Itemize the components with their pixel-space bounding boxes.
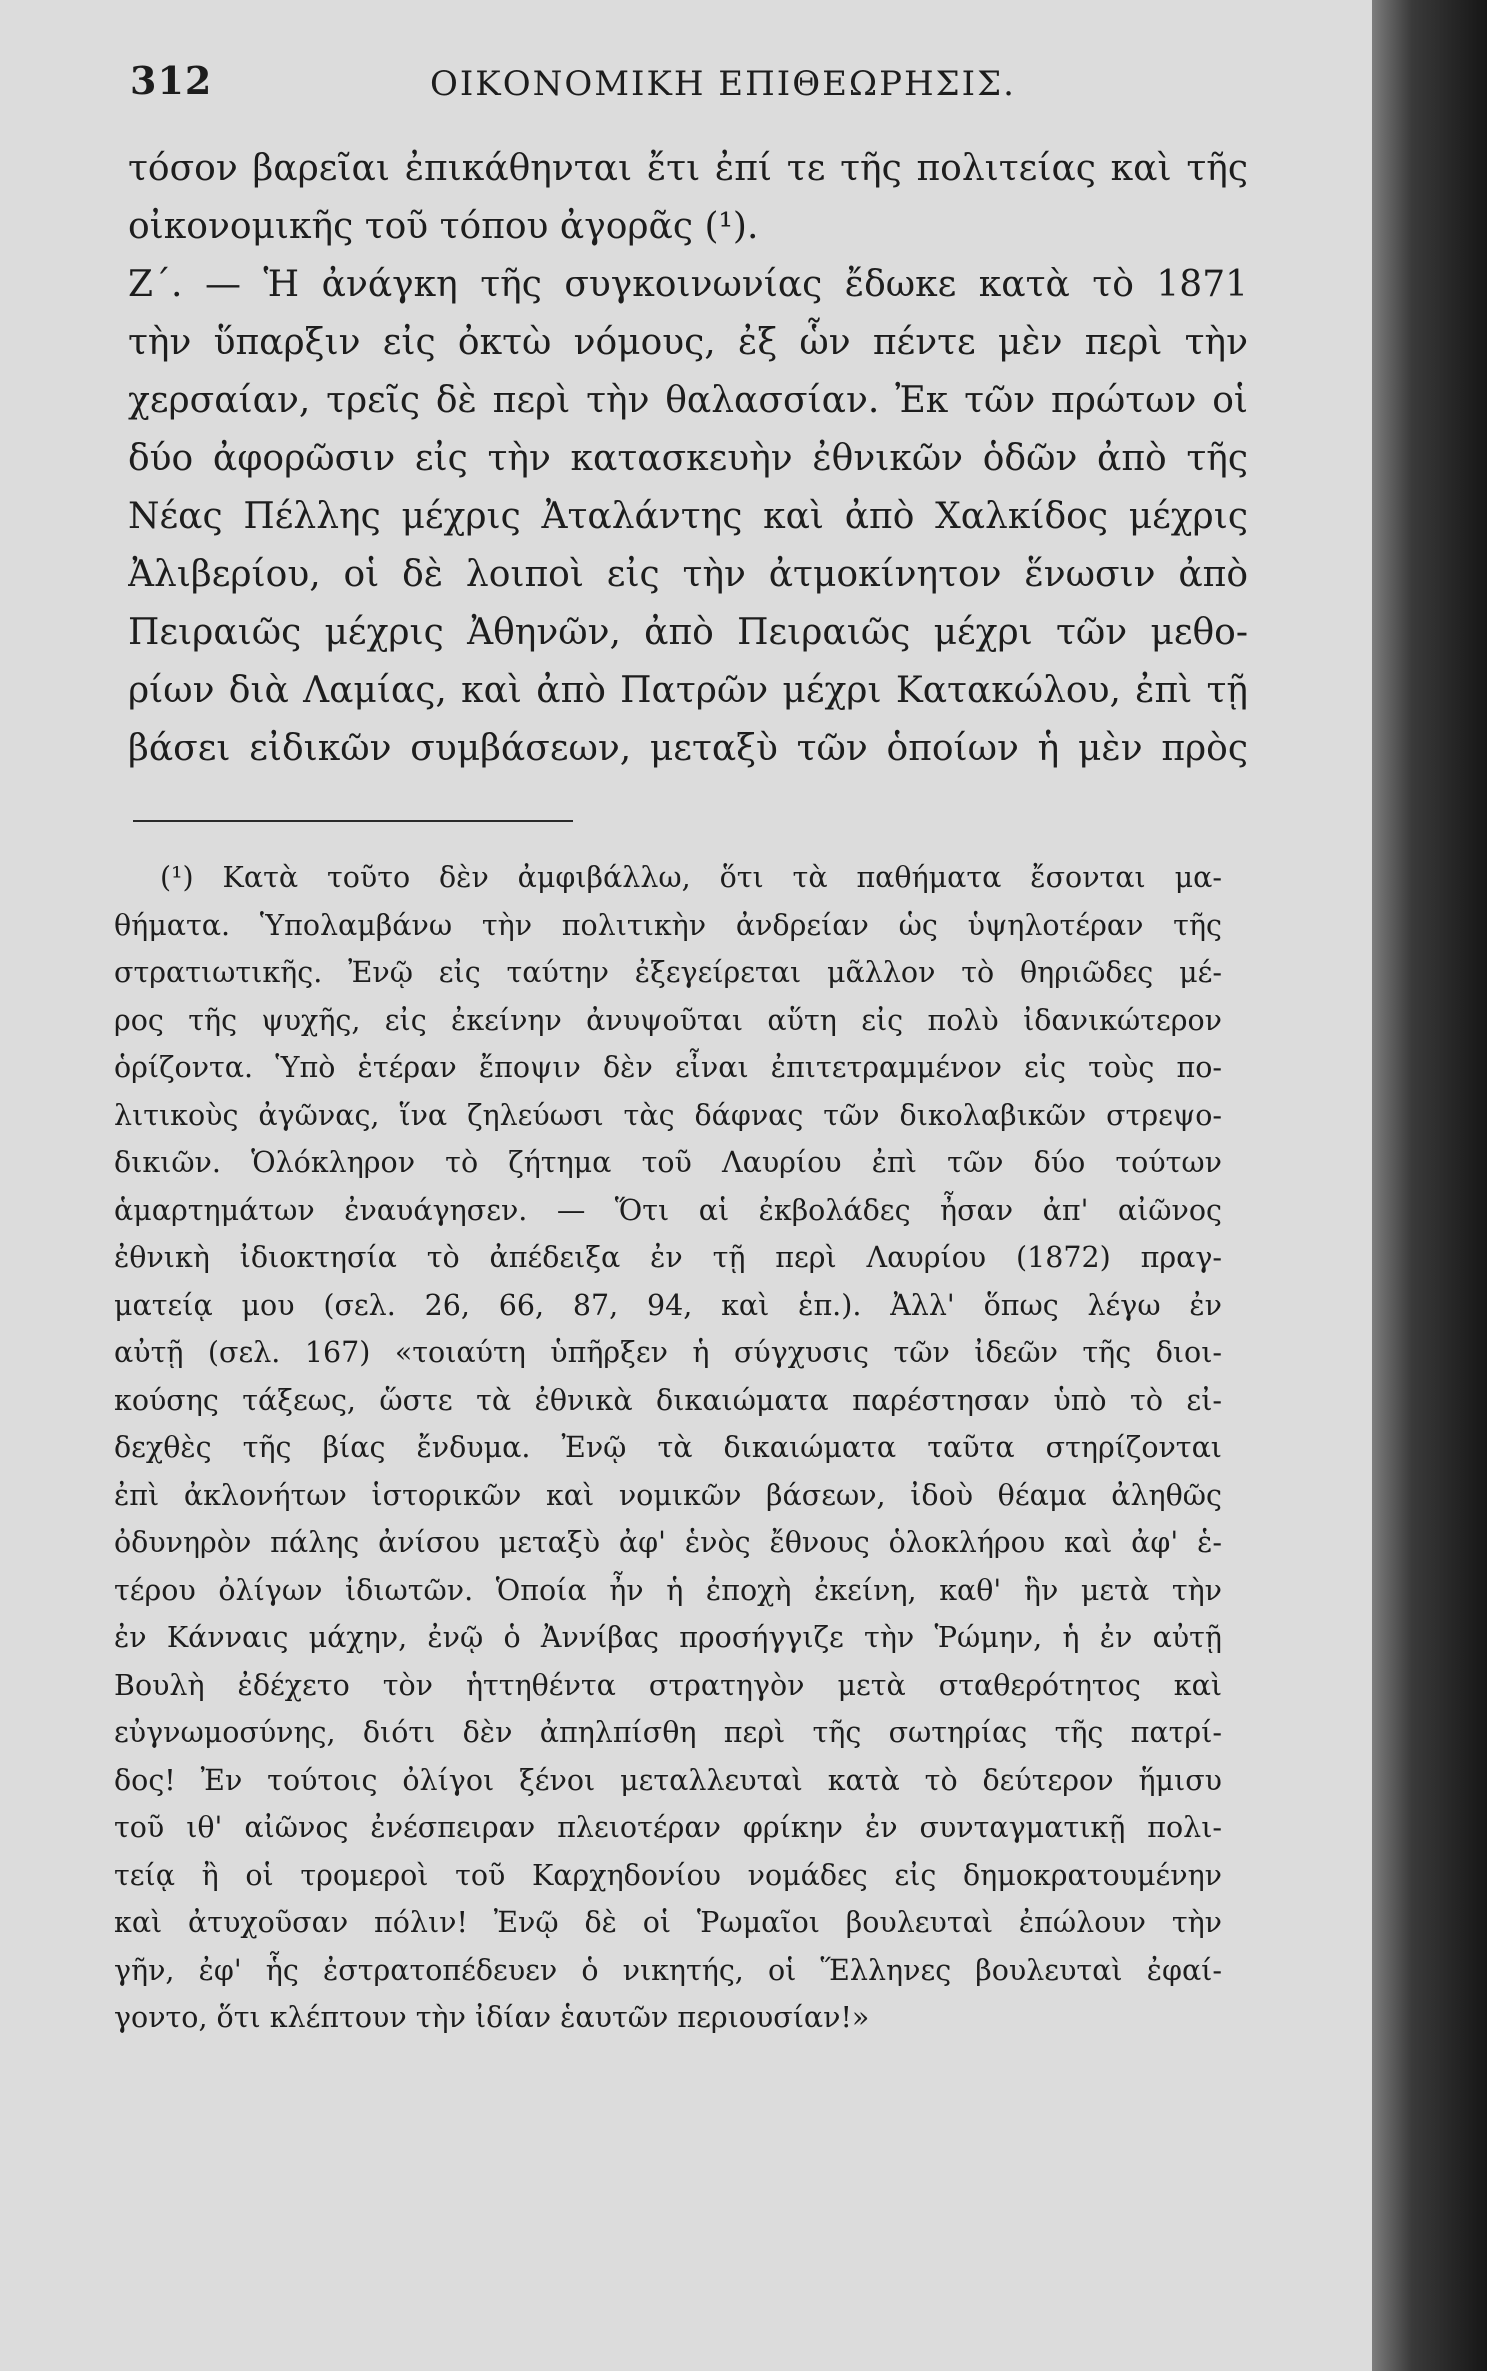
footnote-line: λιτικοὺς ἀγῶνας, ἵνα ζηλεύωσι τὰς δάφνας τῶν δικολαβικῶν στρεψο- — [114, 1098, 1222, 1132]
footnote-line: (¹) Κατὰ τοῦτο δὲν ἀμφιβάλλω, ὅτι τὰ παθήματα ἔσονται μα- — [160, 861, 1222, 894]
footnote-line: ἁμαρτημάτων ἐναυάγησεν. — Ὅτι αἱ ἐκβολάδες ἦσαν ἀπ' αἰῶνος — [114, 1193, 1222, 1227]
footnote-line: ἐν Κάνναις μάχην, ἐνῷ ὁ Ἀννίβας προσήγγιζε τὴν Ῥώμην, ἡ ἐν αὐτῇ — [114, 1621, 1222, 1654]
footnote — [114, 854, 1222, 2042]
footnote-line: ὁρίζοντα. Ὑπὸ ἑτέραν ἔποψιν δὲν εἶναι ἐπιτετραμμένον εἰς τοὺς πο- — [114, 1051, 1222, 1084]
footnote-line: δος! Ἐν τούτοις ὀλίγοι ξένοι μεταλλευταὶ κατὰ τὸ δεύτερον ἥμισυ — [114, 1763, 1222, 1797]
footnote-line: ματείᾳ μου (σελ. 26, 66, 87, 94, καὶ ἑπ.). Ἀλλ' ὅπως λέγω ἐν — [114, 1288, 1222, 1322]
footnote-line: τέρου ὀλίγων ἰδιωτῶν. Ὁποία ἦν ἡ ἐποχὴ ἐκείνη, καθ' ἣν μετὰ τὴν — [114, 1573, 1222, 1607]
footnote-line: ὀδυνηρὸν πάλης ἀνίσου μεταξὺ ἀφ' ἑνὸς ἔθνους ὁλοκλήρου καὶ ἀφ' ἑ- — [114, 1526, 1222, 1559]
footnote-line: γοντο, ὅτι κλέπτουν τὴν ἰδίαν ἑαυτῶν περιουσίαν!» — [114, 2001, 870, 2034]
footnote-line: θήματα. Ὑπολαμβάνω τὴν πολιτικὴν ἀνδρείαν ὡς ὑψηλοτέραν τῆς — [114, 908, 1222, 942]
book-spine-shadow — [1372, 0, 1487, 2371]
footnote-line: τείᾳ ἢ οἱ τρομεροὶ τοῦ Καρχηδονίου νομάδες εἰς δημοκρατουμένην — [114, 1858, 1222, 1892]
footnote-divider — [133, 820, 573, 822]
footnote-line: τοῦ ιθ' αἰῶνος ἐνέσπειραν πλειοτέραν φρίκην ἐν συνταγματικῇ πολι- — [114, 1811, 1222, 1844]
text-line: Ζ΄. — Ἡ ἀνάγκη τῆς συγκοινωνίας ἔδωκε κατὰ τὸ 1871 — [128, 264, 1248, 305]
text-line: βάσει εἰδικῶν συμβάσεων, μεταξὺ τῶν ὁποίων ἡ μὲν πρὸς — [128, 728, 1248, 769]
footnote-line: Βουλὴ ἐδέχετο τὸν ἡττηθέντα στρατηγὸν μετὰ σταθερότητος καὶ — [114, 1668, 1222, 1702]
footnote-line: κούσης τάξεως, ὥστε τὰ ἐθνικὰ δικαιώματα παρέστησαν ὑπὸ τὸ εἰ- — [114, 1383, 1222, 1417]
footnote-line: ἐθνικὴ ἰδιοκτησία τὸ ἀπέδειξα ἐν τῇ περὶ Λαυρίου (1872) πραγ- — [114, 1241, 1222, 1274]
text-line: Νέας Πέλλης μέχρις Ἀταλάντης καὶ ἀπὸ Χαλκίδος μέχρις — [128, 496, 1248, 537]
footnote-line: εὐγνωμοσύνης, διότι δὲν ἀπηλπίσθη περὶ τῆς σωτηρίας τῆς πατρί- — [114, 1716, 1222, 1749]
text-line: ρίων διὰ Λαμίας, καὶ ἀπὸ Πατρῶν μέχρι Κατακώλου, ἐπὶ τῇ — [128, 670, 1248, 711]
text-line: δύο ἀφορῶσιν εἰς τὴν κατασκευὴν ἐθνικῶν ὁδῶν ἀπὸ τῆς — [128, 438, 1248, 479]
text-line: Ἀλιβερίου, οἱ δὲ λοιποὶ εἰς τὴν ἀτμοκίνητον ἕνωσιν ἀπὸ — [128, 554, 1248, 595]
footnote-line: ρος τῆς ψυχῆς, εἰς ἐκείνην ἀνυψοῦται αὕτη εἰς πολὺ ἰδανικώτερον — [114, 1003, 1222, 1037]
text-line: χερσαίαν, τρεῖς δὲ περὶ τὴν θαλασσίαν. Ἐκ τῶν πρώτων οἱ — [128, 380, 1248, 421]
text-line: τόσον βαρεῖαι ἐπικάθηνται ἔτι ἐπί τε τῆς πολιτείας καὶ τῆς — [128, 148, 1248, 189]
text-line: οἰκονομικῆς τοῦ τόπου ἀγορᾶς (¹). — [128, 206, 759, 247]
footnote-line: δεχθὲς τῆς βίας ἔνδυμα. Ἐνῷ τὰ δικαιώματα ταῦτα στηρίζονται — [114, 1431, 1222, 1464]
text-line: Πειραιῶς μέχρις Ἀθηνῶν, ἀπὸ Πειραιῶς μέχρι τῶν μεθο- — [128, 612, 1248, 653]
page-number: 312 — [130, 58, 213, 103]
text-line: τὴν ὕπαρξιν εἰς ὀκτὼ νόμους, ἐξ ὧν πέντε μὲν περὶ τὴν — [128, 322, 1248, 363]
footnote-line: καὶ ἀτυχοῦσαν πόλιν! Ἐνῷ δὲ οἱ Ῥωμαῖοι βουλευταὶ ἐπώλουν τὴν — [114, 1906, 1222, 1939]
page-header — [130, 58, 1280, 118]
footnote-line: αὐτῇ (σελ. 167) «τοιαύτη ὑπῆρξεν ἡ σύγχυσις τῶν ἰδεῶν τῆς διοι- — [114, 1336, 1222, 1369]
footnote-line: ἐπὶ ἀκλονήτων ἱστορικῶν καὶ νομικῶν βάσεων, ἰδοὺ θέαμα ἀληθῶς — [114, 1478, 1222, 1512]
footnote-line: δικιῶν. Ὁλόκληρον τὸ ζήτημα τοῦ Λαυρίου ἐπὶ τῶν δύο τούτων — [114, 1146, 1222, 1179]
main-text — [128, 140, 1248, 778]
running-title: ΟΙΚΟΝΟΜΙΚΗ ΕΠΙΘΕΩΡΗΣΙΣ. — [430, 64, 1016, 104]
footnote-line: γῆν, ἐφ' ἧς ἐστρατοπέδευεν ὁ νικητής, οἱ Ἕλληνες βουλευταὶ ἐφαί- — [114, 1953, 1222, 1987]
footnote-line: στρατιωτικῆς. Ἐνῷ εἰς ταύτην ἐξεγείρεται μᾶλλον τὸ θηριῶδες μέ- — [114, 956, 1222, 989]
